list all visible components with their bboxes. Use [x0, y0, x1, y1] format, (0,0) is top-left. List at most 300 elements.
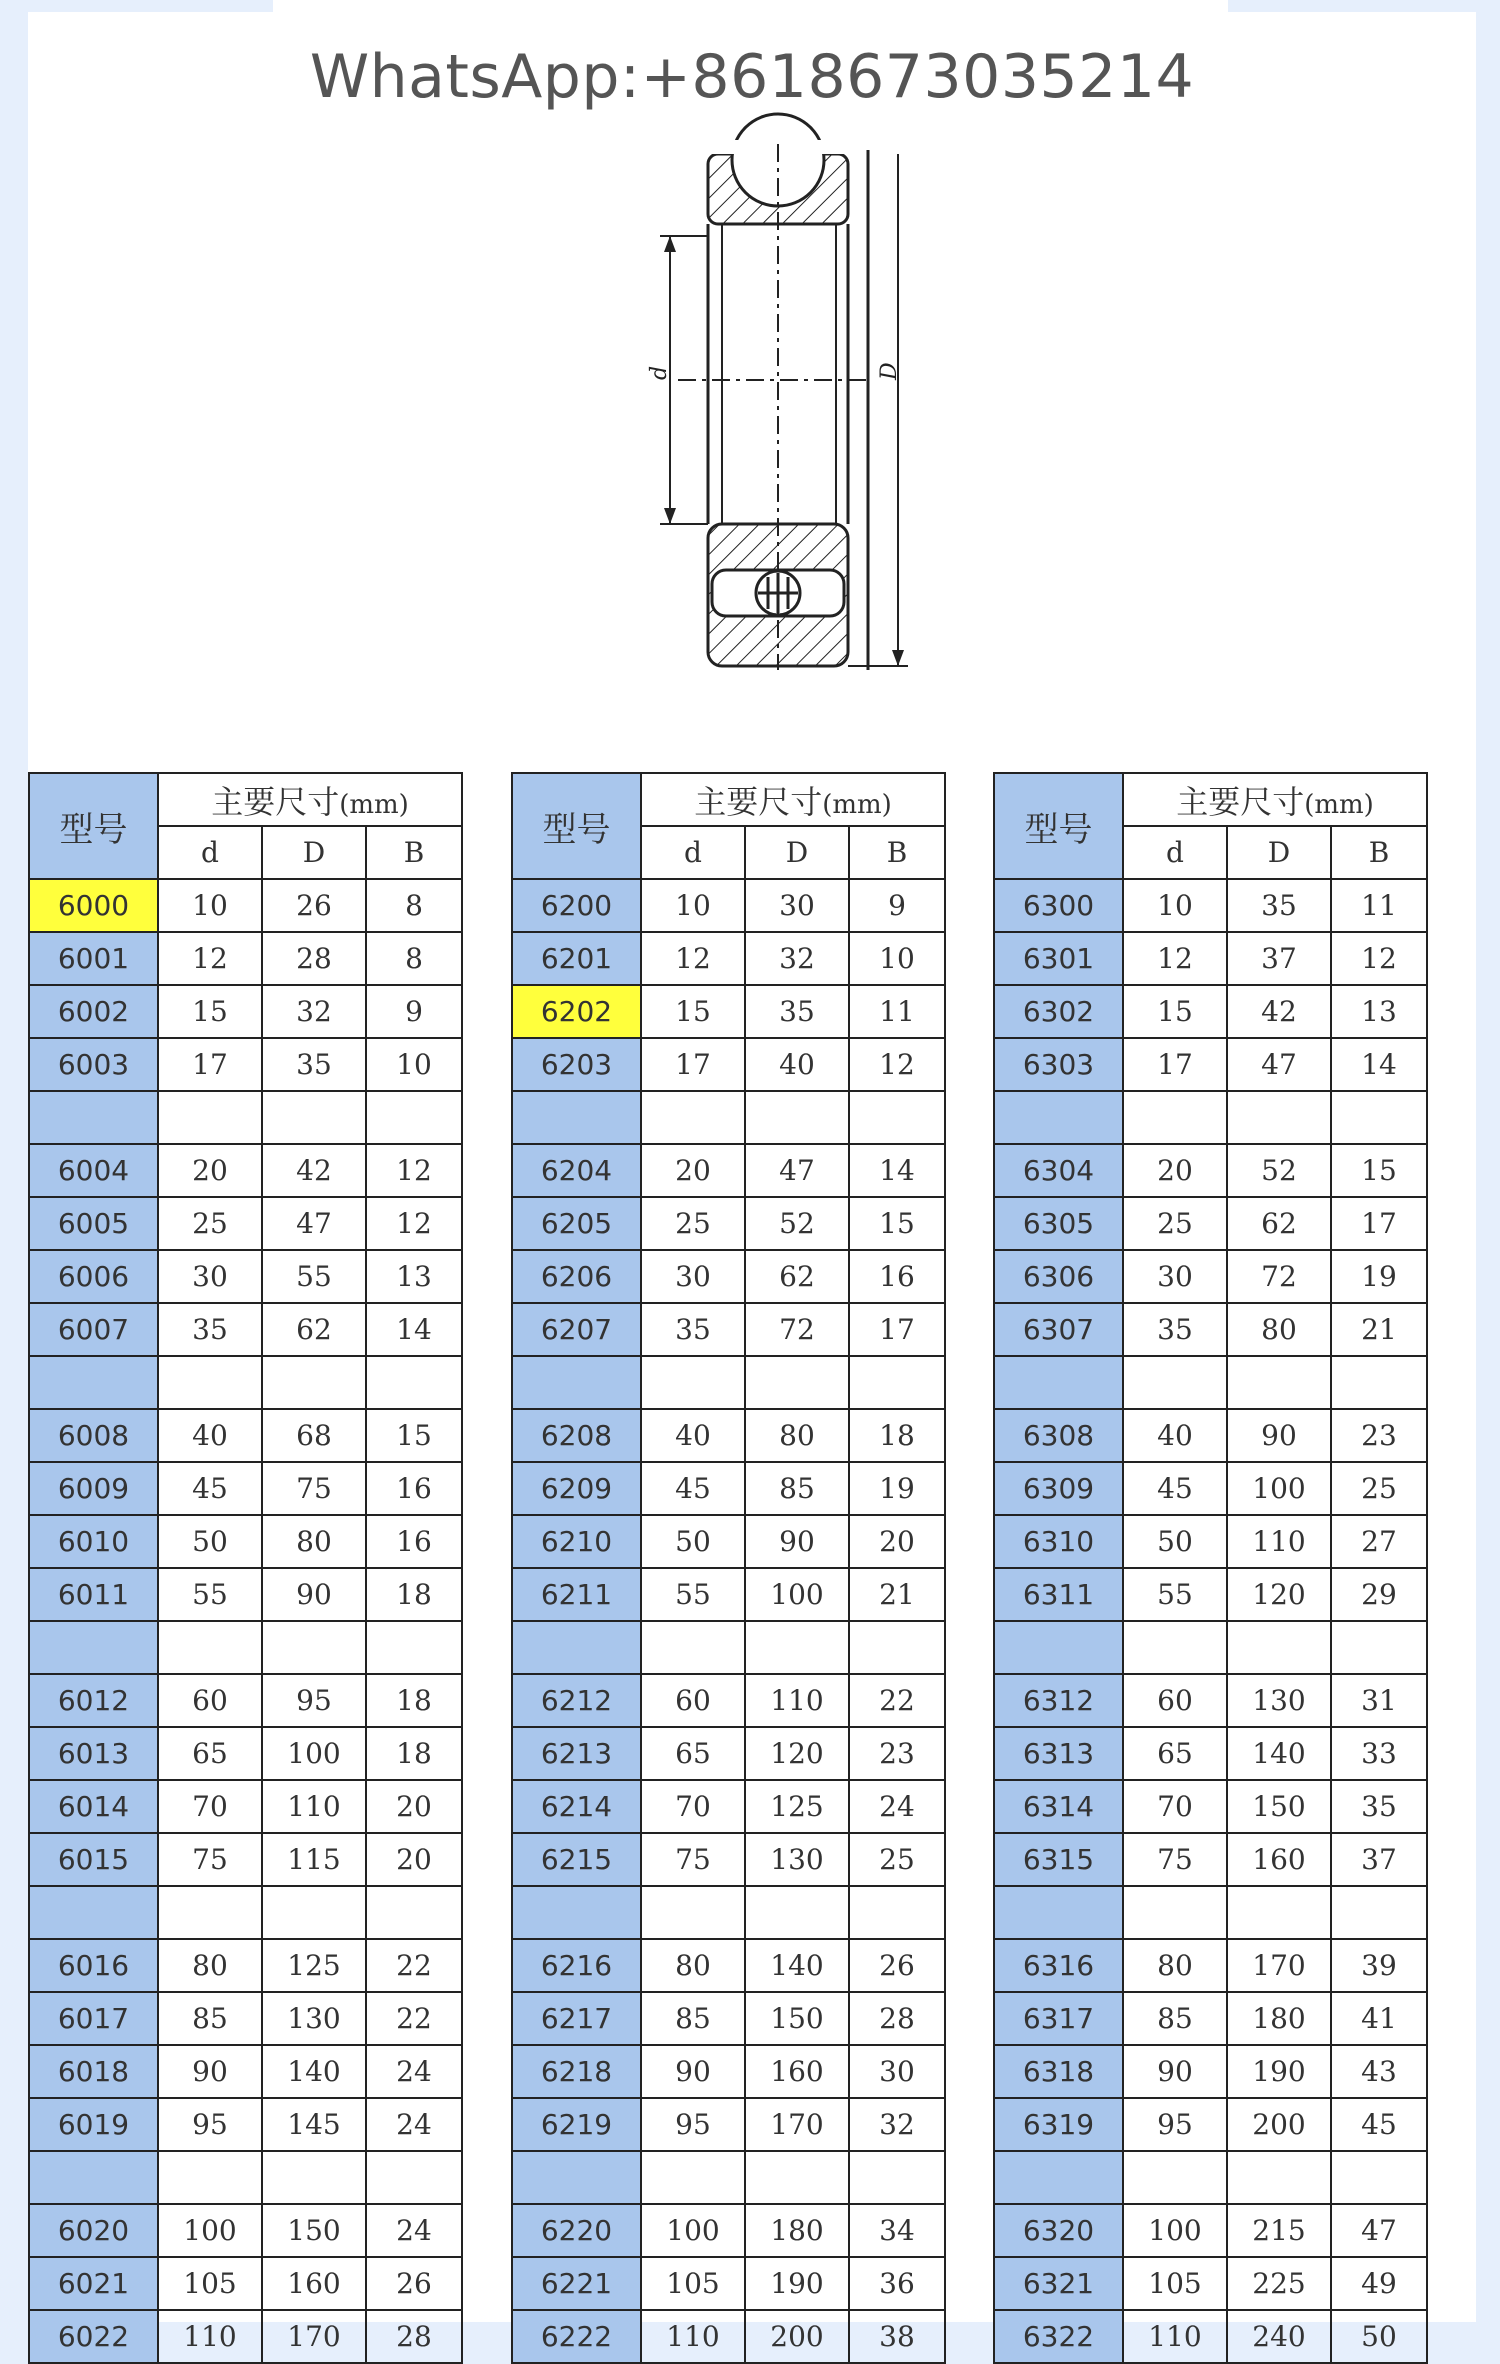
column-header-B: B: [849, 826, 945, 879]
table-row: [29, 2045, 462, 2098]
table-row: [994, 1833, 1427, 1886]
width-cell: 43: [1331, 2045, 1427, 2098]
table-row: [29, 1727, 462, 1780]
outer-diameter-cell: 80: [745, 1409, 849, 1462]
bearing-model-cell: 6220: [512, 2204, 641, 2257]
bearing-model-cell: 6222: [512, 2310, 641, 2363]
column-header-D: D: [1227, 826, 1331, 879]
table-row: [994, 1144, 1427, 1197]
table-row: [994, 932, 1427, 985]
outer-diameter-cell: 200: [1227, 2098, 1331, 2151]
model-header: 型号: [29, 773, 158, 879]
outer-diameter-cell: 30: [745, 879, 849, 932]
bearing-model-cell: 6016: [29, 1939, 158, 1992]
outer-diameter-cell: 72: [1227, 1250, 1331, 1303]
inner-diameter-cell: [1123, 1091, 1227, 1144]
column-header-D: D: [262, 826, 366, 879]
bearing-model-cell: 6002: [29, 985, 158, 1038]
inner-diameter-cell: 100: [641, 2204, 745, 2257]
width-cell: [1331, 1886, 1427, 1939]
table-row: [512, 2310, 945, 2363]
width-cell: [366, 1621, 462, 1674]
inner-diameter-cell: 100: [1123, 2204, 1227, 2257]
inner-diameter-cell: 40: [158, 1409, 262, 1462]
outer-diameter-cell: [262, 2151, 366, 2204]
width-cell: 23: [1331, 1409, 1427, 1462]
table-row: [512, 2098, 945, 2151]
bearing-model-cell: 6315: [994, 1833, 1123, 1886]
width-cell: 18: [366, 1568, 462, 1621]
column-header-d: d: [641, 826, 745, 879]
table-row: [29, 932, 462, 985]
outer-diameter-cell: [745, 1886, 849, 1939]
bearing-model-cell: 6321: [994, 2257, 1123, 2310]
width-cell: 11: [1331, 879, 1427, 932]
bearing-model-cell: 6214: [512, 1780, 641, 1833]
outer-diameter-cell: 68: [262, 1409, 366, 1462]
table-row: [512, 1144, 945, 1197]
tables-area: [28, 762, 1476, 2353]
dimensions-group-header: [1123, 773, 1427, 826]
spec-table-62xx: [511, 772, 946, 2364]
inner-diameter-cell: 12: [641, 932, 745, 985]
outer-diameter-cell: 90: [262, 1568, 366, 1621]
inner-diameter-cell: 55: [158, 1568, 262, 1621]
spacer-row: [994, 1621, 1427, 1674]
width-cell: 18: [366, 1727, 462, 1780]
width-cell: 27: [1331, 1515, 1427, 1568]
inner-diameter-cell: 50: [158, 1515, 262, 1568]
inner-diameter-cell: [641, 1356, 745, 1409]
width-cell: 12: [366, 1144, 462, 1197]
column-header-B: B: [366, 826, 462, 879]
table-row: [994, 1674, 1427, 1727]
bearing-model-cell: 6215: [512, 1833, 641, 1886]
table-row: [512, 2204, 945, 2257]
inner-diameter-cell: 12: [1123, 932, 1227, 985]
table-row: [512, 1727, 945, 1780]
bearing-model-cell: [512, 1886, 641, 1939]
bearing-model-cell: 6219: [512, 2098, 641, 2151]
dimensions-unit-label: (mm): [822, 789, 892, 820]
outer-diameter-cell: 225: [1227, 2257, 1331, 2310]
outer-diameter-cell: [262, 1356, 366, 1409]
table-row: [512, 1462, 945, 1515]
outer-diameter-cell: 150: [745, 1992, 849, 2045]
width-cell: 12: [366, 1197, 462, 1250]
outer-diameter-cell: 200: [745, 2310, 849, 2363]
bearing-model-cell: [512, 1356, 641, 1409]
width-cell: 14: [366, 1303, 462, 1356]
inner-diameter-cell: 75: [1123, 1833, 1227, 1886]
table-row: [29, 1409, 462, 1462]
table-row: [994, 2098, 1427, 2151]
width-cell: 41: [1331, 1992, 1427, 2045]
table-row: [994, 1992, 1427, 2045]
bearing-model-cell: [994, 1091, 1123, 1144]
outer-diameter-cell: 80: [262, 1515, 366, 1568]
outer-diameter-cell: 28: [262, 932, 366, 985]
dimensions-unit-label: (mm): [339, 789, 409, 820]
inner-diameter-cell: 85: [641, 1992, 745, 2045]
table-row: [512, 1939, 945, 1992]
outer-diameter-cell: 52: [1227, 1144, 1331, 1197]
bearing-model-cell: 6009: [29, 1462, 158, 1515]
bearing-model-cell: 6207: [512, 1303, 641, 1356]
outer-diameter-cell: 170: [262, 2310, 366, 2363]
bearing-model-cell: 6210: [512, 1515, 641, 1568]
bearing-model-cell: 6017: [29, 1992, 158, 2045]
bearing-model-cell: 6000: [29, 879, 158, 932]
inner-diameter-cell: 65: [641, 1727, 745, 1780]
inner-diameter-cell: 55: [641, 1568, 745, 1621]
width-cell: 19: [1331, 1250, 1427, 1303]
bearing-model-cell: [29, 1091, 158, 1144]
width-cell: 32: [849, 2098, 945, 2151]
inner-diameter-cell: 70: [158, 1780, 262, 1833]
dimensions-group-label: 主要尺寸: [211, 782, 340, 821]
inner-diameter-cell: 40: [1123, 1409, 1227, 1462]
width-cell: [366, 1886, 462, 1939]
inner-diameter-cell: 95: [641, 2098, 745, 2151]
width-cell: 14: [1331, 1038, 1427, 1091]
outer-diameter-cell: [262, 1621, 366, 1674]
table-row: [512, 879, 945, 932]
outer-diameter-cell: [1227, 1091, 1331, 1144]
width-cell: 50: [1331, 2310, 1427, 2363]
outer-diameter-cell: 90: [745, 1515, 849, 1568]
width-cell: 34: [849, 2204, 945, 2257]
width-cell: 47: [1331, 2204, 1427, 2257]
width-cell: 33: [1331, 1727, 1427, 1780]
outer-diameter-cell: 37: [1227, 932, 1331, 985]
bearing-model-cell: 6212: [512, 1674, 641, 1727]
outer-diameter-cell: 125: [262, 1939, 366, 1992]
width-cell: 22: [849, 1674, 945, 1727]
table-row: [994, 1250, 1427, 1303]
outer-diameter-cell: 170: [1227, 1939, 1331, 1992]
top-strip-white: [273, 0, 1228, 12]
inner-diameter-cell: 35: [641, 1303, 745, 1356]
bearing-model-cell: 6313: [994, 1727, 1123, 1780]
inner-diameter-cell: 110: [158, 2310, 262, 2363]
table-row: [29, 1674, 462, 1727]
bearing-model-cell: 6310: [994, 1515, 1123, 1568]
table-row: [29, 1144, 462, 1197]
outer-diameter-cell: 35: [262, 1038, 366, 1091]
bearing-model-cell: 6203: [512, 1038, 641, 1091]
width-cell: 22: [366, 1939, 462, 1992]
outer-diameter-cell: 140: [1227, 1727, 1331, 1780]
width-cell: 20: [366, 1780, 462, 1833]
outer-diameter-cell: 110: [1227, 1515, 1331, 1568]
bearing-model-cell: 6007: [29, 1303, 158, 1356]
bearing-model-cell: 6319: [994, 2098, 1123, 2151]
bearing-model-cell: 6008: [29, 1409, 158, 1462]
bearing-model-cell: [29, 1886, 158, 1939]
bearing-model-cell: 6302: [994, 985, 1123, 1038]
table-row: [512, 1250, 945, 1303]
inner-diameter-cell: 70: [641, 1780, 745, 1833]
bearing-model-cell: [994, 1621, 1123, 1674]
dimensions-group-label: 主要尺寸: [1176, 782, 1305, 821]
outer-diameter-cell: 150: [262, 2204, 366, 2257]
table-row: [29, 1038, 462, 1091]
width-cell: 29: [1331, 1568, 1427, 1621]
outer-diameter-cell: 95: [262, 1674, 366, 1727]
table-row: [29, 1833, 462, 1886]
outer-diameter-cell: 120: [1227, 1568, 1331, 1621]
bearing-model-cell: [994, 2151, 1123, 2204]
outer-diameter-cell: [745, 1621, 849, 1674]
outer-diameter-cell: 190: [1227, 2045, 1331, 2098]
column-header-d: d: [158, 826, 262, 879]
bearing-model-cell: [512, 2151, 641, 2204]
bearing-model-cell: 6001: [29, 932, 158, 985]
table-row: [512, 1674, 945, 1727]
outer-diameter-cell: 26: [262, 879, 366, 932]
width-cell: 35: [1331, 1780, 1427, 1833]
spacer-row: [29, 1356, 462, 1409]
inner-diameter-cell: [641, 1886, 745, 1939]
bearing-model-cell: 6208: [512, 1409, 641, 1462]
outer-diameter-cell: 140: [262, 2045, 366, 2098]
width-cell: [849, 1091, 945, 1144]
header-row: [29, 773, 462, 826]
bearing-model-cell: 6006: [29, 1250, 158, 1303]
bearing-model-cell: 6011: [29, 1568, 158, 1621]
bearing-model-cell: 6206: [512, 1250, 641, 1303]
width-cell: 17: [1331, 1197, 1427, 1250]
bearing-model-cell: 6218: [512, 2045, 641, 2098]
outer-diameter-cell: 115: [262, 1833, 366, 1886]
inner-diameter-cell: 65: [1123, 1727, 1227, 1780]
inner-diameter-cell: 20: [158, 1144, 262, 1197]
width-cell: 13: [366, 1250, 462, 1303]
bearing-model-cell: [29, 2151, 158, 2204]
inner-diameter-cell: 30: [1123, 1250, 1227, 1303]
inner-diameter-cell: 12: [158, 932, 262, 985]
outer-diameter-cell: 160: [1227, 1833, 1331, 1886]
dimensions-group-header: [158, 773, 462, 826]
table-row: [29, 1780, 462, 1833]
outer-diameter-cell: 90: [1227, 1409, 1331, 1462]
table-row: [512, 1515, 945, 1568]
table-row: [29, 879, 462, 932]
bearing-model-cell: [512, 1091, 641, 1144]
outer-diameter-cell: [1227, 2151, 1331, 2204]
inner-diameter-cell: 30: [158, 1250, 262, 1303]
table-row: [29, 985, 462, 1038]
table-row: [994, 1939, 1427, 1992]
width-cell: 39: [1331, 1939, 1427, 1992]
bearing-model-cell: 6021: [29, 2257, 158, 2310]
inner-diameter-cell: 90: [641, 2045, 745, 2098]
outer-diameter-cell: 130: [745, 1833, 849, 1886]
bearing-model-cell: 6202: [512, 985, 641, 1038]
width-cell: 36: [849, 2257, 945, 2310]
bearing-model-cell: 6307: [994, 1303, 1123, 1356]
width-cell: [849, 2151, 945, 2204]
inner-diameter-cell: 110: [641, 2310, 745, 2363]
outer-diameter-cell: 47: [745, 1144, 849, 1197]
bearing-model-cell: 6304: [994, 1144, 1123, 1197]
table-row: [29, 2204, 462, 2257]
inner-diameter-cell: 25: [641, 1197, 745, 1250]
outer-diameter-cell: 42: [262, 1144, 366, 1197]
dimension-d-label: d: [647, 365, 672, 380]
outer-diameter-cell: 140: [745, 1939, 849, 1992]
table-row: [994, 1568, 1427, 1621]
table-row: [994, 879, 1427, 932]
bearing-model-cell: 6003: [29, 1038, 158, 1091]
spec-card: [28, 12, 1476, 2353]
inner-diameter-cell: [1123, 2151, 1227, 2204]
bearing-model-cell: 6213: [512, 1727, 641, 1780]
width-cell: 14: [849, 1144, 945, 1197]
inner-diameter-cell: 20: [1123, 1144, 1227, 1197]
outer-diameter-cell: 110: [262, 1780, 366, 1833]
bearing-model-cell: [994, 1356, 1123, 1409]
inner-diameter-cell: 40: [641, 1409, 745, 1462]
outer-diameter-cell: 145: [262, 2098, 366, 2151]
width-cell: 11: [849, 985, 945, 1038]
inner-diameter-cell: 75: [158, 1833, 262, 1886]
width-cell: 16: [366, 1515, 462, 1568]
inner-diameter-cell: 17: [1123, 1038, 1227, 1091]
outer-diameter-cell: 110: [745, 1674, 849, 1727]
inner-diameter-cell: 25: [1123, 1197, 1227, 1250]
bearing-model-cell: 6316: [994, 1939, 1123, 1992]
bearing-model-cell: 6314: [994, 1780, 1123, 1833]
inner-diameter-cell: 10: [158, 879, 262, 932]
dimension-D-label: D: [877, 362, 902, 380]
width-cell: 16: [849, 1250, 945, 1303]
spec-table-63xx: [993, 772, 1428, 2364]
bearing-model-cell: 6308: [994, 1409, 1123, 1462]
width-cell: 15: [366, 1409, 462, 1462]
inner-diameter-cell: [158, 2151, 262, 2204]
outer-diameter-cell: 62: [1227, 1197, 1331, 1250]
model-header: 型号: [512, 773, 641, 879]
outer-diameter-cell: 85: [745, 1462, 849, 1515]
inner-diameter-cell: [641, 2151, 745, 2204]
bearing-model-cell: [29, 1621, 158, 1674]
inner-diameter-cell: 80: [1123, 1939, 1227, 1992]
table-row: [994, 2310, 1427, 2363]
table-row: [29, 1992, 462, 2045]
inner-diameter-cell: 15: [158, 985, 262, 1038]
bearing-model-cell: 6305: [994, 1197, 1123, 1250]
outer-diameter-cell: 160: [262, 2257, 366, 2310]
whatsapp-contact: WhatsApp:+8618673035214: [309, 42, 1195, 112]
inner-diameter-cell: 45: [1123, 1462, 1227, 1515]
width-cell: 30: [849, 2045, 945, 2098]
table-row: [512, 1038, 945, 1091]
outer-diameter-cell: 42: [1227, 985, 1331, 1038]
spacer-row: [512, 1886, 945, 1939]
dimensions-group-header: [641, 773, 945, 826]
outer-diameter-cell: [262, 1886, 366, 1939]
outer-diameter-cell: 62: [262, 1303, 366, 1356]
outer-diameter-cell: 40: [745, 1038, 849, 1091]
table-row: [994, 1197, 1427, 1250]
outer-diameter-cell: 47: [262, 1197, 366, 1250]
outer-diameter-cell: 180: [745, 2204, 849, 2257]
inner-diameter-cell: [158, 1091, 262, 1144]
table-row: [994, 2204, 1427, 2257]
inner-diameter-cell: 17: [158, 1038, 262, 1091]
spacer-row: [512, 1356, 945, 1409]
inner-diameter-cell: 15: [1123, 985, 1227, 1038]
inner-diameter-cell: 55: [1123, 1568, 1227, 1621]
spec-table-60xx: [28, 772, 463, 2364]
bearing-model-cell: 6015: [29, 1833, 158, 1886]
width-cell: 45: [1331, 2098, 1427, 2151]
inner-diameter-cell: 35: [158, 1303, 262, 1356]
bearing-model-cell: [29, 1356, 158, 1409]
inner-diameter-cell: 110: [1123, 2310, 1227, 2363]
spacer-row: [512, 1621, 945, 1674]
bearing-model-cell: 6205: [512, 1197, 641, 1250]
inner-diameter-cell: 75: [641, 1833, 745, 1886]
outer-diameter-cell: 35: [745, 985, 849, 1038]
spacer-row: [994, 1091, 1427, 1144]
inner-diameter-cell: [641, 1621, 745, 1674]
width-cell: 10: [366, 1038, 462, 1091]
outer-diameter-cell: 240: [1227, 2310, 1331, 2363]
table-row: [994, 985, 1427, 1038]
column-header-D: D: [745, 826, 849, 879]
width-cell: [1331, 1621, 1427, 1674]
table-row: [512, 1780, 945, 1833]
bearing-model-cell: 6201: [512, 932, 641, 985]
dimensions-unit-label: (mm): [1304, 789, 1374, 820]
table-row: [29, 2310, 462, 2363]
width-cell: 24: [849, 1780, 945, 1833]
table-row: [512, 1568, 945, 1621]
bearing-model-cell: 6217: [512, 1992, 641, 2045]
inner-diameter-cell: 105: [1123, 2257, 1227, 2310]
inner-diameter-cell: [1123, 1621, 1227, 1674]
outer-diameter-cell: [262, 1091, 366, 1144]
outer-diameter-cell: 215: [1227, 2204, 1331, 2257]
outer-diameter-cell: 32: [745, 932, 849, 985]
bearing-model-cell: [994, 1886, 1123, 1939]
bearing-model-cell: 6204: [512, 1144, 641, 1197]
spacer-row: [994, 1356, 1427, 1409]
bearing-model-cell: 6200: [512, 879, 641, 932]
width-cell: [1331, 1356, 1427, 1409]
outer-diameter-cell: 35: [1227, 879, 1331, 932]
bearing-model-cell: 6018: [29, 2045, 158, 2098]
outer-diameter-cell: 120: [745, 1727, 849, 1780]
table-row: [512, 932, 945, 985]
outer-diameter-cell: 130: [262, 1992, 366, 2045]
table-row: [994, 2045, 1427, 2098]
outer-diameter-cell: [1227, 1621, 1331, 1674]
inner-diameter-cell: 60: [641, 1674, 745, 1727]
width-cell: 31: [1331, 1674, 1427, 1727]
outer-diameter-cell: 32: [262, 985, 366, 1038]
width-cell: 25: [1331, 1462, 1427, 1515]
width-cell: 26: [849, 1939, 945, 1992]
inner-diameter-cell: 35: [1123, 1303, 1227, 1356]
header-row: [994, 773, 1427, 826]
table-row: [512, 1833, 945, 1886]
inner-diameter-cell: 30: [641, 1250, 745, 1303]
outer-diameter-cell: 170: [745, 2098, 849, 2151]
